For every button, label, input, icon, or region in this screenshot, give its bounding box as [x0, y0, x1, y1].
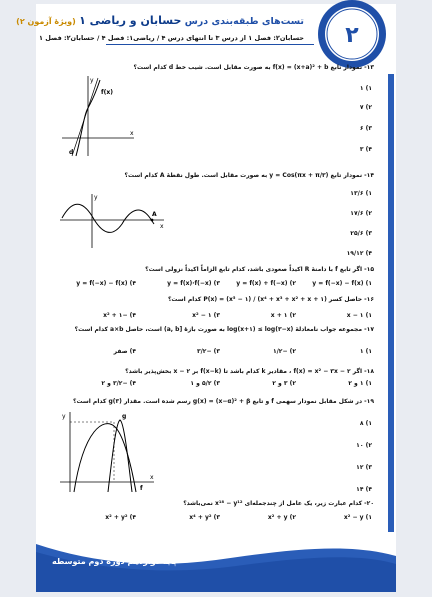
side-stripe: [388, 74, 394, 532]
title-prefix: تست‌های طبقه‌بندی درس: [184, 16, 304, 27]
q14-y-label: y: [94, 194, 98, 201]
q14-graph: [58, 190, 168, 250]
q14-option-3[interactable]: ۳) ۲۵/۶: [350, 230, 372, 237]
q13-option-1[interactable]: ۱) ۱: [359, 85, 372, 92]
q18-option-3[interactable]: ۳) ۵/۲ و ۱: [190, 380, 220, 387]
q13-curve-label: f(x): [101, 89, 113, 96]
q13-option-4[interactable]: ۴) ۳: [359, 146, 372, 153]
q19-f-label: f: [140, 485, 143, 492]
q19-option-2[interactable]: ۲) ۱۰: [356, 442, 372, 449]
q16-option-4[interactable]: ۴) −x² + ۱: [103, 312, 136, 319]
q13-option-2[interactable]: ۲) ۷: [359, 104, 372, 111]
q15-option-1[interactable]: ۱) y = f(−x) − f(x): [312, 280, 372, 287]
breadcrumb: حسابان۲: فصل ۱ از درس ۳ تا انتهای درس ۴ / ریاضی۱: فصل ۴ / حسابان۲: فصل ۱: [39, 34, 304, 42]
q15-option-2[interactable]: ۲) y = f(x) + f(−x): [236, 280, 296, 287]
question-13: ۱۳- نمودار تابع f(x) = (x+a)² + b به صورت مقابل است. شیب خط d کدام است؟: [133, 64, 374, 71]
title-main: حسابان و ریاضی ۱: [79, 14, 182, 27]
q15-option-4[interactable]: ۴) y = f(−x) − f(x): [76, 280, 136, 287]
q16-option-1[interactable]: ۱) x − ۱: [346, 312, 372, 319]
q17-option-3[interactable]: ۳) −۳/۲: [196, 348, 220, 355]
question-19: ۱۹- در شکل مقابل نمودار سهمی f و تابع g(x) = (x−α)² + β رسم شده است. مقدار g(۳) کدام است؟: [73, 398, 374, 405]
q17-option-2[interactable]: ۲) −۱/۲: [272, 348, 296, 355]
exam-sheet: [16, 4, 396, 592]
header-divider: [106, 44, 314, 45]
footer-label: پایهٔ دوازدهم دورهٔ دوم متوسطه: [52, 557, 177, 566]
q17-option-4[interactable]: ۴) صفر: [113, 348, 136, 355]
q13-x-label: x: [130, 130, 134, 137]
q14-option-1[interactable]: ۱) ۱۳/۶: [350, 190, 372, 197]
question-16: ۱۶- حاصل کسر P(x) = (x⁵ − ۱) / (x⁴ + x³ + x² + x + ۱) کدام است؟: [167, 296, 374, 303]
q14-x-label: x: [160, 223, 164, 230]
q18-option-1[interactable]: ۱) ۱ و ۲: [348, 380, 372, 387]
q18-option-2[interactable]: ۲) ۳ و ۲: [272, 380, 296, 387]
q19-graph: [58, 408, 158, 494]
q14-option-4[interactable]: ۴) ۱۹/۱۲: [346, 250, 372, 257]
q20-option-4[interactable]: ۴) x² + y²: [105, 514, 136, 521]
q16-option-3[interactable]: ۳) x² − ۱: [192, 312, 220, 319]
q18-option-4[interactable]: ۴) −۳/۲ و ۲: [101, 380, 136, 387]
q13-graph: [58, 74, 138, 158]
q20-option-3[interactable]: ۳) x⁴ + y²: [189, 514, 220, 521]
q14-option-2[interactable]: ۲) ۱۷/۶: [350, 210, 372, 217]
q13-option-3[interactable]: ۳) ۶: [359, 125, 372, 132]
q16-option-2[interactable]: ۲) x + ۱: [270, 312, 296, 319]
q13-y-label: y: [90, 77, 94, 84]
badge-number: ۲: [345, 23, 359, 48]
q19-option-1[interactable]: ۱) ۸: [359, 420, 372, 427]
exam-tag: (ویژهٔ آزمون ۲): [16, 17, 76, 26]
q19-y-label: y: [62, 413, 66, 420]
question-14: ۱۴- نمودار تابع y = Cos(πx + π/۳) به صورت مقابل است. طول نقطهٔ A کدام است؟: [124, 172, 374, 179]
q20-option-2[interactable]: ۲) x² + y: [267, 514, 296, 521]
page-title: [16, 14, 304, 27]
q19-option-3[interactable]: ۳) ۱۲: [356, 464, 372, 471]
q15-option-3[interactable]: ۳) y = f(x)·f(−x): [167, 280, 220, 287]
q20-option-1[interactable]: ۱) x² − y: [343, 514, 372, 521]
question-17: ۱۷- مجموعه جواب نامعادلهٔ log(x+۱) ≤ log(۳−x) به صورت بازهٔ [a, b) است، حاصل a×b کدام است؟: [74, 326, 374, 333]
q19-option-4[interactable]: ۴) ۱۴: [356, 486, 372, 493]
q19-x-label: x: [150, 474, 154, 481]
q14-point-label: A: [152, 211, 157, 218]
question-20: ۲۰- کدام عبارت زیر، یک عامل از چندجمله‌ای x¹⁸ − y¹² نمی‌باشد؟: [183, 500, 374, 507]
page-footer: [36, 534, 396, 592]
q17-option-1[interactable]: ۱) ۱: [359, 348, 372, 355]
page-number-badge: [316, 0, 388, 70]
q19-g-label: g: [122, 413, 127, 420]
q13-line-label: d: [69, 149, 74, 156]
question-15: ۱۵- اگر تابع f با دامنهٔ R اکیداً صعودی باشد، کدام تابع الزاماً اکیداً نزولی است؟: [145, 266, 374, 273]
question-18: ۱۸- اگر f(x) = x² − ۳x − ۲ ، مقادیر k کدام باشد تا f(x−k) بر x − ۲ بخش‌پذیر باشد؟: [125, 368, 374, 375]
